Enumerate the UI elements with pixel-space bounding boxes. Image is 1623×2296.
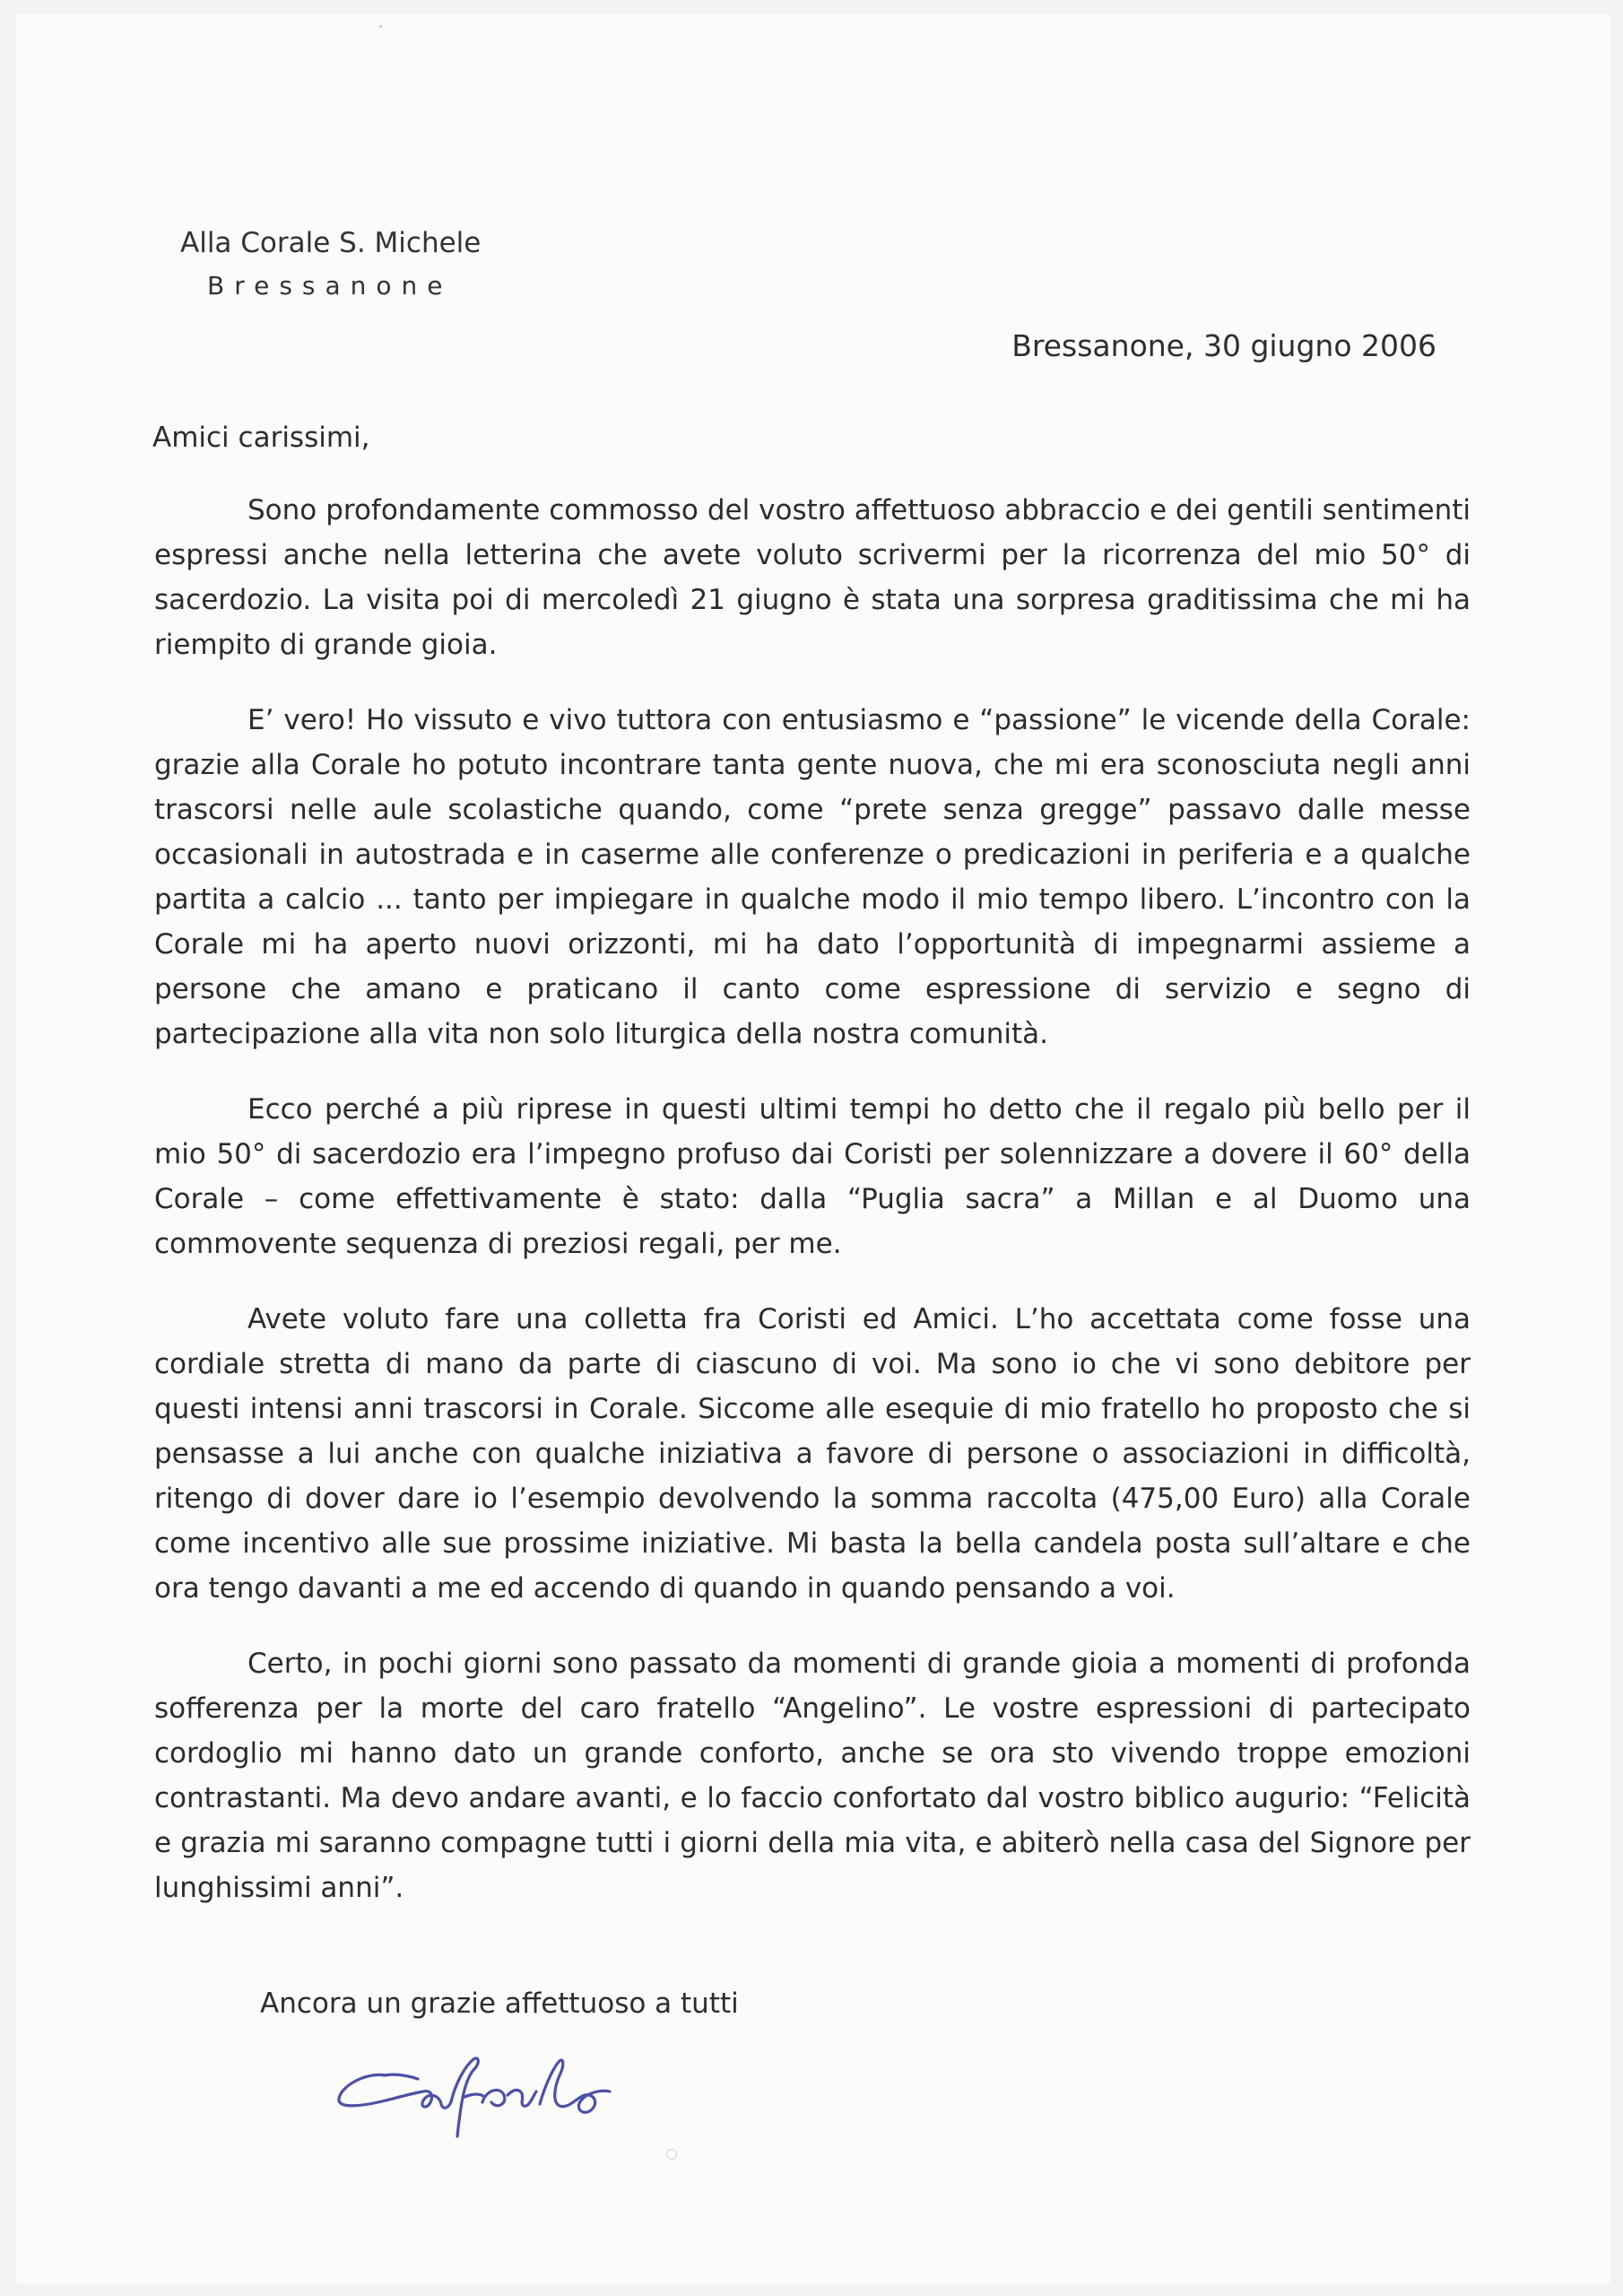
addressee-block xyxy=(180,222,481,308)
paper-speck xyxy=(379,25,382,28)
paper-speck xyxy=(666,2149,677,2160)
closing-line: Ancora un grazie affettuoso a tutti xyxy=(260,1987,739,2020)
letter-date: Bressanone, 30 giugno 2006 xyxy=(1011,328,1436,363)
salutation: Amici carissimi, xyxy=(152,422,370,454)
letter-page xyxy=(16,14,1610,2283)
paragraph: Ecco perché a più riprese in questi ultimi tempi ho detto che il regalo più bello per il mio 50° di sacerdozio era l’impegno profuso dai Coristi per solennizzare a dovere il 60° della Corale – come effettivamente è stato: dalla “Puglia sacra” a Millan e al Duomo una commovente sequenza di preziosi regali, per me. xyxy=(154,1093,1471,1260)
handwritten-signature xyxy=(330,2039,635,2147)
letter-body xyxy=(154,488,1471,1941)
addressee-city: Bressanone xyxy=(207,271,453,300)
paragraph: Avete voluto fare una colletta fra Coristi ed Amici. L’ho accettata come fosse una cordiale stretta di mano da parte di ciascuno di voi. Ma sono io che vi sono debitore per questi intensi anni trascorsi in Corale. Siccome alle esequie di mio fratello ho proposto che si pensasse a lui anche con qualche iniziativa a favore di persone o associazioni in difficoltà, ritengo di dover dare io l’esempio devolvendo la somma raccolta (475,00 Euro) alla Corale come incentivo alle sue prossime iniziative. Mi basta la bella candela posta sull’altare e che ora tengo davanti a me ed accendo di quando in quando pensando a voi. xyxy=(154,1303,1471,1605)
paragraph: E’ vero! Ho vissuto e vivo tuttora con entusiasmo e “passione” le vicende della Corale: grazie alla Corale ho potuto incontrare tanta gente nuova, che mi era sconosciuta negli anni trascorsi nelle aule scolastiche quando, come “prete senza gregge” passavo dalle messe occasionali in autostrada e in caserme alle conferenze o predicazioni in periferia e a qualche partita a calcio ... tanto per impiegare in qualche modo il mio tempo libero. L’incontro con la Corale mi ha aperto nuovi orizzonti, mi ha dato l’opportunità di impegnarmi assieme a persone che amano e praticano il canto come espressione di servizio e segno di partecipazione alla vita non solo liturgica della nostra comunità. xyxy=(154,704,1471,1050)
paragraph: Sono profondamente commosso del vostro affettuoso abbraccio e dei gentili sentimenti espressi anche nella letterina che avete voluto scrivermi per la ricorrenza del mio 50° di sacerdozio. La visita poi di mercoledì 21 giugno è stata una sorpresa graditissima che mi ha riempito di grande gioia. xyxy=(154,494,1471,661)
paragraph: Certo, in pochi giorni sono passato da momenti di grande gioia a momenti di profonda sofferenza per la morte del caro fratello “Angelino”. Le vostre espressioni di partecipato cordoglio mi hanno dato un grande conforto, anche se ora sto vivendo troppe emozioni contrastanti. Ma devo andare avanti, e lo faccio confortato dal vostro biblico augurio: “Felicità e grazia mi saranno compagne tutti i giorni della mia vita, e abiterò nella casa del Signore per lunghissimi anni”. xyxy=(154,1648,1471,1904)
addressee-name: Alla Corale S. Michele xyxy=(180,227,482,259)
